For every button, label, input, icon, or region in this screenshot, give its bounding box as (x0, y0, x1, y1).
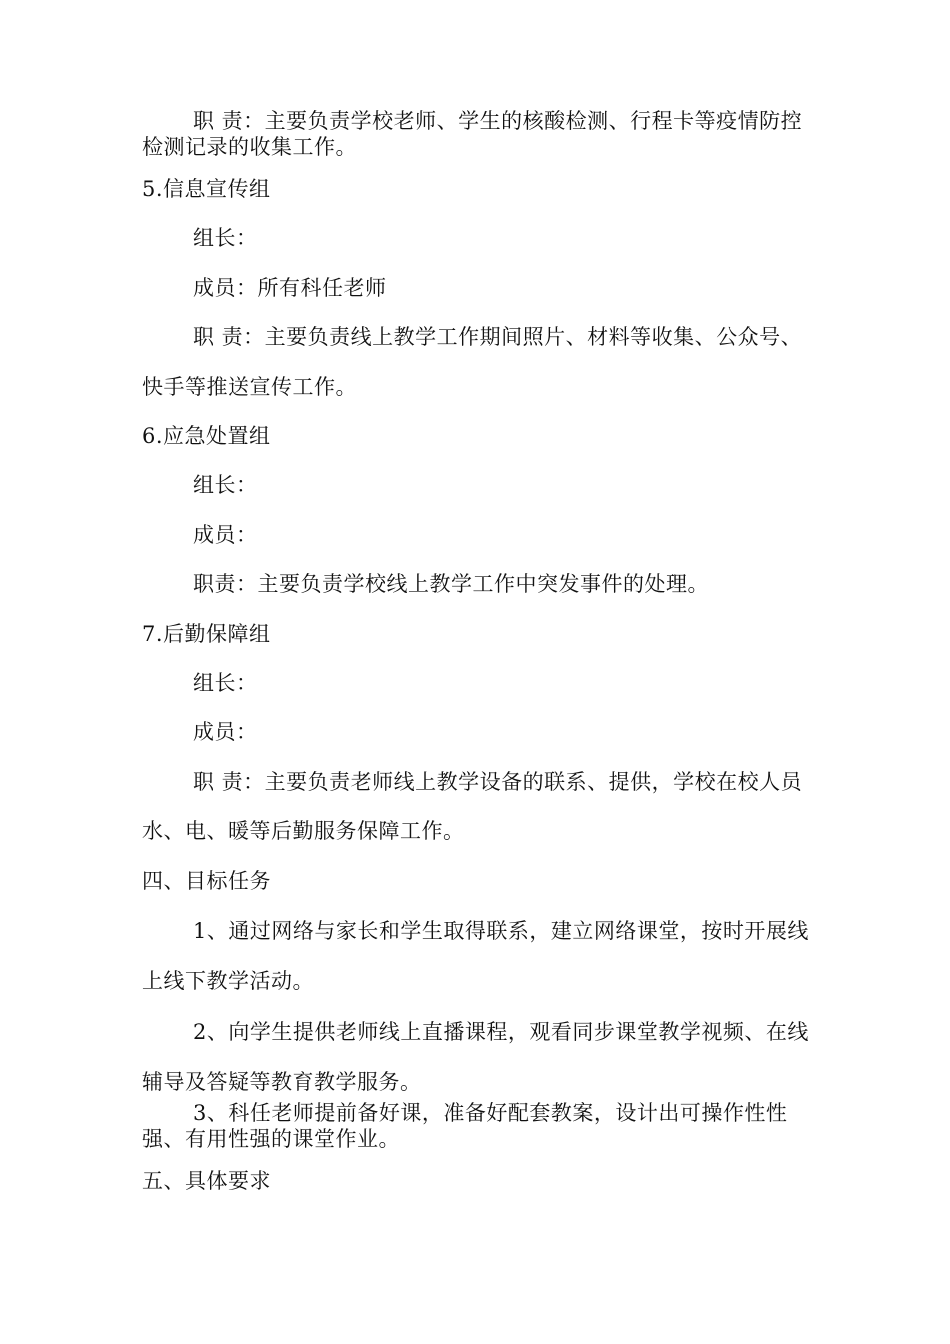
section-heading: 6.应急处置组 (142, 424, 271, 448)
section-heading: 5.信息宣传组 (142, 177, 271, 201)
paragraph-line: 组长： (193, 671, 258, 695)
section-heading: 四、目标任务 (142, 869, 271, 893)
section-heading: 五、具体要求 (142, 1169, 271, 1193)
paragraph-line: 组长： (193, 226, 258, 250)
paragraph-line: 成员： (193, 720, 258, 744)
paragraph-line: 职 责：主要负责老师线上教学设备的联系、提供，学校在校人员 (193, 770, 803, 794)
paragraph-line: 检测记录的收集工作。 (142, 135, 357, 159)
paragraph-line: 1、通过网络与家长和学生取得联系，建立网络课堂，按时开展线 (193, 919, 809, 943)
paragraph-line: 快手等推送宣传工作。 (142, 375, 357, 399)
paragraph-line: 职责：主要负责学校线上教学工作中突发事件的处理。 (193, 572, 709, 596)
section-heading: 7.后勤保障组 (142, 622, 271, 646)
paragraph-line: 3、科任老师提前备好课，准备好配套教案，设计出可操作性性 (193, 1101, 788, 1125)
paragraph-line: 组长： (193, 473, 258, 497)
paragraph-line: 职 责：主要负责学校老师、学生的核酸检测、行程卡等疫情防控 (193, 109, 803, 133)
paragraph-line: 水、电、暖等后勤服务保障工作。 (142, 819, 465, 843)
paragraph-line: 成员： (193, 523, 258, 547)
paragraph-line: 职 责：主要负责线上教学工作期间照片、材料等收集、公众号、 (193, 325, 803, 349)
paragraph-line: 2、向学生提供老师线上直播课程，观看同步课堂教学视频、在线 (193, 1020, 809, 1044)
paragraph-line: 成员：所有科任老师 (193, 276, 387, 300)
paragraph-line: 辅导及答疑等教育教学服务。 (142, 1070, 422, 1094)
paragraph-line: 上线下教学活动。 (142, 969, 314, 993)
paragraph-line: 强、有用性强的课堂作业。 (142, 1127, 400, 1151)
